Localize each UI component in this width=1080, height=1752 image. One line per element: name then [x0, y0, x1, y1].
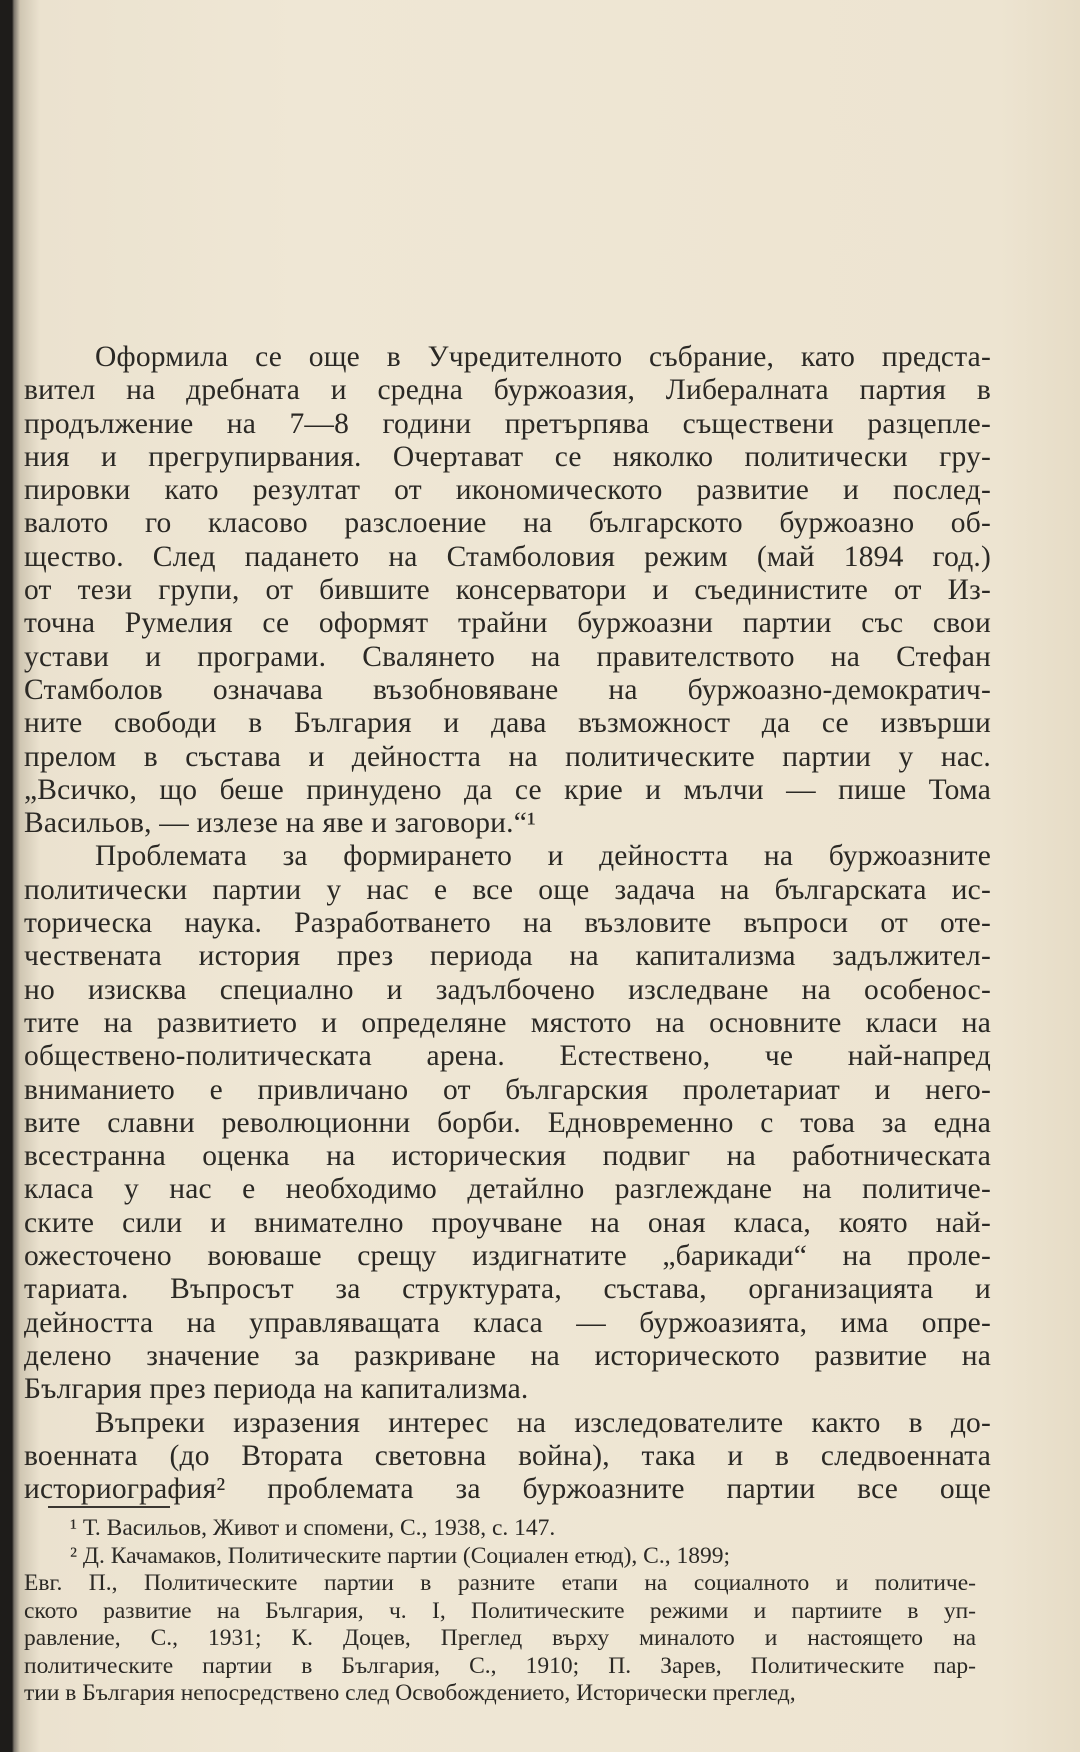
text-line: обществено-политическата арена. Естествено, че най-напред: [24, 1040, 991, 1073]
footnote-line: политическите партии в България, С., 1910; П. Зарев, Политическите пар-: [24, 1652, 976, 1679]
text-line: но изисква специално и задълбочено изследване на особенос-: [24, 973, 991, 1006]
main-text: [24, 341, 991, 1506]
footnotes: [24, 1515, 976, 1708]
paragraph-2: [24, 840, 991, 1406]
text-line: продължение на 7—8 години претърпява съществени разцепле-: [24, 407, 991, 440]
text-line: „Всичко, що беше принудено да се крие и мълчи — пише Тома: [24, 773, 991, 806]
text-line: тариата. Въпросът за структурата, състава, организацията и: [24, 1273, 991, 1306]
text-line: всестранна оценка на историческия подвиг на работническата: [24, 1140, 991, 1173]
text-line: историография² проблемата за буржоазните партии все още: [24, 1473, 991, 1506]
text-line: тите на развитието и определяне мястото на основните класи на: [24, 1006, 991, 1039]
footnote-divider: [48, 1506, 170, 1508]
text-line: от тези групи, от бившите консерватори и съединистите от Из-: [24, 574, 991, 607]
text-line: делено значение за разкриване на историческото развитие на: [24, 1339, 991, 1372]
text-line: военната (до Втората световна война), така и в следвоенната: [24, 1439, 991, 1472]
text-line: Васильов, — излезе на яве и заговори.“¹: [24, 807, 537, 840]
text-line: дейността на управляващата класа — буржоазията, има опре-: [24, 1306, 991, 1339]
paragraph-1: [24, 341, 991, 840]
text-line: ожесточено воюваше срещу издигнатите „барикади“ на проле-: [24, 1240, 991, 1273]
paragraph-3: [24, 1407, 991, 1507]
text-line: устави и програми. Свалянето на правителството на Стефан: [24, 640, 991, 673]
text-line: чествената история през периода на капитализма задължител-: [24, 940, 991, 973]
text-line: прелом в състава и дейността на политическите партии у нас.: [24, 740, 991, 773]
text-line: вите славни революционни борби. Едновременно с това за една: [24, 1106, 991, 1139]
text-line: Въпреки изразения интерес на изследователите както в до-: [95, 1406, 991, 1439]
text-line: ния и прегрупирвания. Очертават се няколко политически гру-: [24, 440, 991, 473]
footnote-line: ското развитие на България, ч. I, Политическите режими и партиите в уп-: [24, 1597, 976, 1624]
text-line: валото го класово разслоение на българското буржоазно об-: [24, 507, 991, 540]
text-line: България през периода на капитализма.: [24, 1373, 529, 1406]
text-line: Проблемата за формирането и дейността на буржоазните: [95, 840, 991, 873]
footnote-line: тии в България непосредствено след Освобождението, Исторически преглед,: [24, 1680, 796, 1706]
text-line: точна Румелия се оформят трайни буржоазни партии със свои: [24, 607, 991, 640]
text-line: вниманието е привличано от българския пролетариат и него-: [24, 1073, 991, 1106]
text-line: щество. След падането на Стамболовия режим (май 1894 год.): [24, 540, 991, 573]
text-line: класа у нас е необходимо детайлно разглеждане на политиче-: [24, 1173, 991, 1206]
footnote-2: ² Д. Качамаков, Политическите партии (Социален етюд), С., 1899;: [70, 1542, 730, 1569]
text-line: политически партии у нас е все още задача на българската ис-: [24, 873, 991, 906]
text-line: Стамболов означава възобновяване на буржоазно-демократич-: [24, 673, 991, 706]
text-line: пировки като резултат от икономическото развитие и послед-: [24, 474, 991, 507]
text-line: торическа наука. Разработването на възловите въпроси от оте-: [24, 907, 991, 940]
text-line: вител на дребната и средна буржоазия, Либералната партия в: [24, 374, 991, 407]
footnote-line: равление, С., 1931; К. Доцев, Преглед върху миналото и настоящето на: [24, 1625, 976, 1651]
footnote-line: Евг. П., Политическите партии в разните етапи на социалното и политиче-: [24, 1570, 976, 1596]
text-line: ните свободи в България и дава възможност да се извърши: [24, 707, 991, 740]
footnote-1: ¹ Т. Васильов, Живот и спомени, С., 1938, с. 147.: [70, 1515, 556, 1541]
text-line: ските сили и внимателно проучване на оная класа, която най-: [24, 1206, 991, 1239]
text-line: Оформила се още в Учредителното събрание, като предста-: [95, 341, 991, 373]
